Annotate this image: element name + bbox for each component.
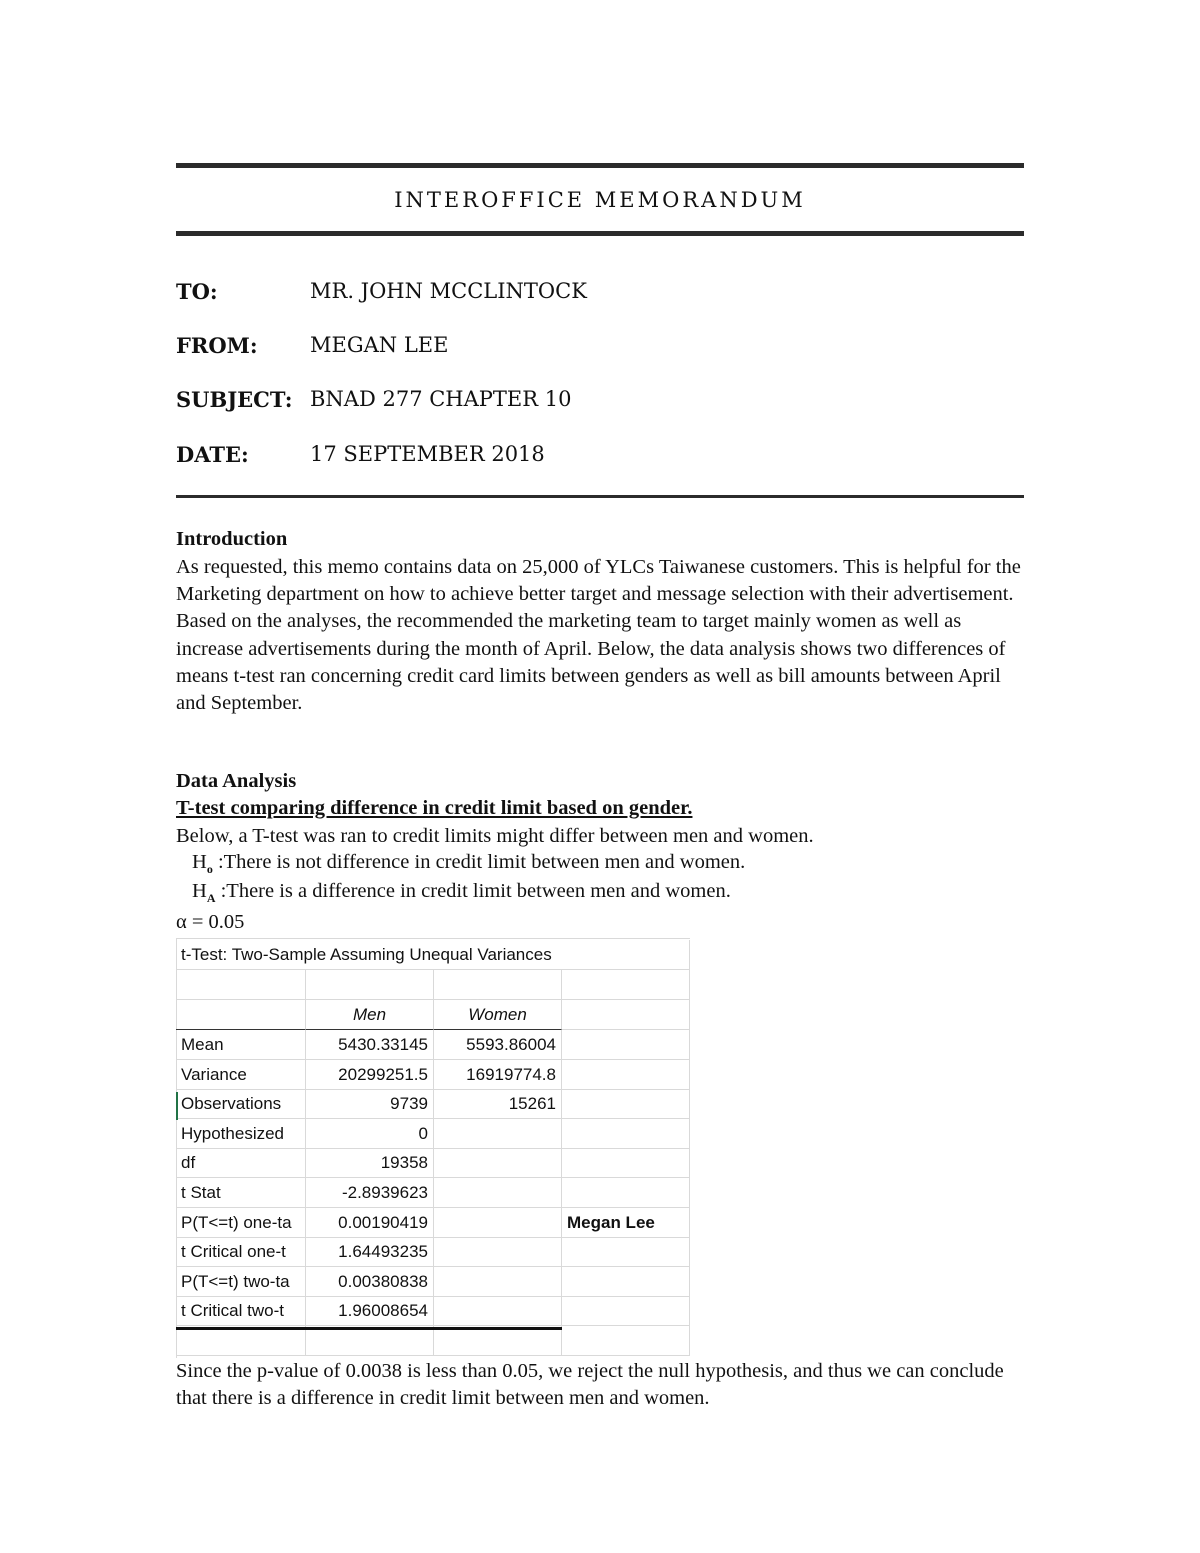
from-label: FROM: (176, 333, 258, 358)
from-value: MEGAN LEE (310, 333, 449, 357)
null-hypothesis (192, 851, 745, 877)
selected-cell-marker (176, 1092, 178, 1120)
empty-cell (176, 1326, 306, 1356)
alt-hypothesis-subscript: A (206, 891, 216, 906)
top-rule (176, 163, 1024, 168)
column-header-women: Women (434, 1000, 562, 1030)
row-note: Megan Lee (562, 1208, 690, 1238)
row-label: t Critical one-t (176, 1237, 306, 1267)
table-bottom-rule (176, 1327, 562, 1330)
row-value-women: 15261 (434, 1089, 562, 1119)
to-value: MR. JOHN MCCLINTOCK (310, 279, 587, 303)
header-empty-cell (176, 1000, 306, 1030)
row-label: Hypothesized (176, 1119, 306, 1149)
memo-title: INTEROFFICE MEMORANDUM (394, 188, 806, 212)
ttest-table (176, 938, 690, 1358)
row-value-men: 1.96008654 (306, 1296, 434, 1326)
row-value-men: 20299251.5 (306, 1060, 434, 1090)
row-value-women (434, 1178, 562, 1208)
subject-label: SUBJECT: (176, 387, 293, 412)
row-value-women (434, 1148, 562, 1178)
alt-hypothesis-text: :There is a difference in credit limit between men and women. (215, 880, 731, 902)
null-hypothesis-subscript: o (206, 862, 213, 877)
row-label: t Stat (176, 1178, 306, 1208)
empty-cell (562, 970, 690, 1000)
row-value-women: 5593.86004 (434, 1030, 562, 1060)
row-value-women (434, 1237, 562, 1267)
intro-paragraph: As requested, this memo contains data on 25,000 of YLCs Taiwanese customers. This is helpful for the Marketing department on how to achieve better target and message selection with their advertisement. Based on the analyses, the recommended the marketing team to target mainly women as well as increase advertisements during the month of April. Below, the data analysis shows two differences of means t-test ran concerning credit card limits between genders as well as bill amounts between April and September. (176, 556, 1021, 715)
row-note (562, 1119, 690, 1149)
row-value-women: 16919774.8 (434, 1060, 562, 1090)
row-value-men: 9739 (306, 1089, 434, 1119)
empty-cell (176, 970, 306, 1000)
empty-cell (306, 970, 434, 1000)
date-label: DATE: (176, 442, 249, 467)
row-value-women (434, 1267, 562, 1297)
title-bottom-rule (176, 231, 1024, 236)
row-label: df (176, 1148, 306, 1178)
date-value: 17 SEPTEMBER 2018 (310, 442, 545, 466)
row-value-men: 0.00380838 (306, 1267, 434, 1297)
conclusion-paragraph: Since the p-value of 0.0038 is less than 0.05, we reject the null hypothesis, and thus we can conclude that there is a difference in credit limit between men and women. (176, 1360, 1004, 1410)
row-value-women (434, 1296, 562, 1326)
intro-heading: Introduction (176, 528, 288, 550)
row-note (562, 1148, 690, 1178)
alt-hypothesis (192, 880, 731, 906)
analysis-subheading: T-test comparing difference in credit limit based on gender. (176, 797, 693, 819)
row-note (562, 1178, 690, 1208)
row-note (562, 1089, 690, 1119)
empty-cell (562, 1000, 690, 1030)
row-label: t Critical two-t (176, 1296, 306, 1326)
table-top-border (176, 938, 690, 939)
row-label: Variance (176, 1060, 306, 1090)
row-value-women (434, 1208, 562, 1238)
alpha-level: α = 0.05 (176, 911, 245, 933)
row-value-women (434, 1119, 562, 1149)
empty-cell (562, 1326, 690, 1356)
row-note (562, 1237, 690, 1267)
row-note (562, 1296, 690, 1326)
table-title: t-Test: Two-Sample Assuming Unequal Variances (176, 940, 690, 970)
row-label: P(T<=t) two-ta (176, 1267, 306, 1297)
analysis-intro-line: Below, a T-test was ran to credit limits might differ between men and women. (176, 825, 814, 847)
row-value-men: 0.00190419 (306, 1208, 434, 1238)
subject-value: BNAD 277 CHAPTER 10 (310, 387, 572, 411)
analysis-heading: Data Analysis (176, 770, 297, 792)
empty-cell (434, 970, 562, 1000)
row-value-men: 5430.33145 (306, 1030, 434, 1060)
row-label: Mean (176, 1030, 306, 1060)
row-note (562, 1060, 690, 1090)
row-label: Observations (176, 1089, 306, 1119)
to-label: TO: (176, 279, 218, 304)
column-header-men: Men (306, 1000, 434, 1030)
row-note (562, 1267, 690, 1297)
row-value-men: 0 (306, 1119, 434, 1149)
row-value-men: 19358 (306, 1148, 434, 1178)
alt-hypothesis-symbol: H (192, 880, 207, 902)
empty-cell (434, 1326, 562, 1356)
row-note (562, 1030, 690, 1060)
empty-cell (306, 1326, 434, 1356)
row-label: P(T<=t) one-ta (176, 1208, 306, 1238)
header-bottom-rule (176, 495, 1024, 498)
row-value-men: -2.8939623 (306, 1178, 434, 1208)
null-hypothesis-text: :There is not difference in credit limit between men and women. (212, 851, 746, 873)
null-hypothesis-symbol: H (192, 851, 207, 873)
row-value-men: 1.64493235 (306, 1237, 434, 1267)
